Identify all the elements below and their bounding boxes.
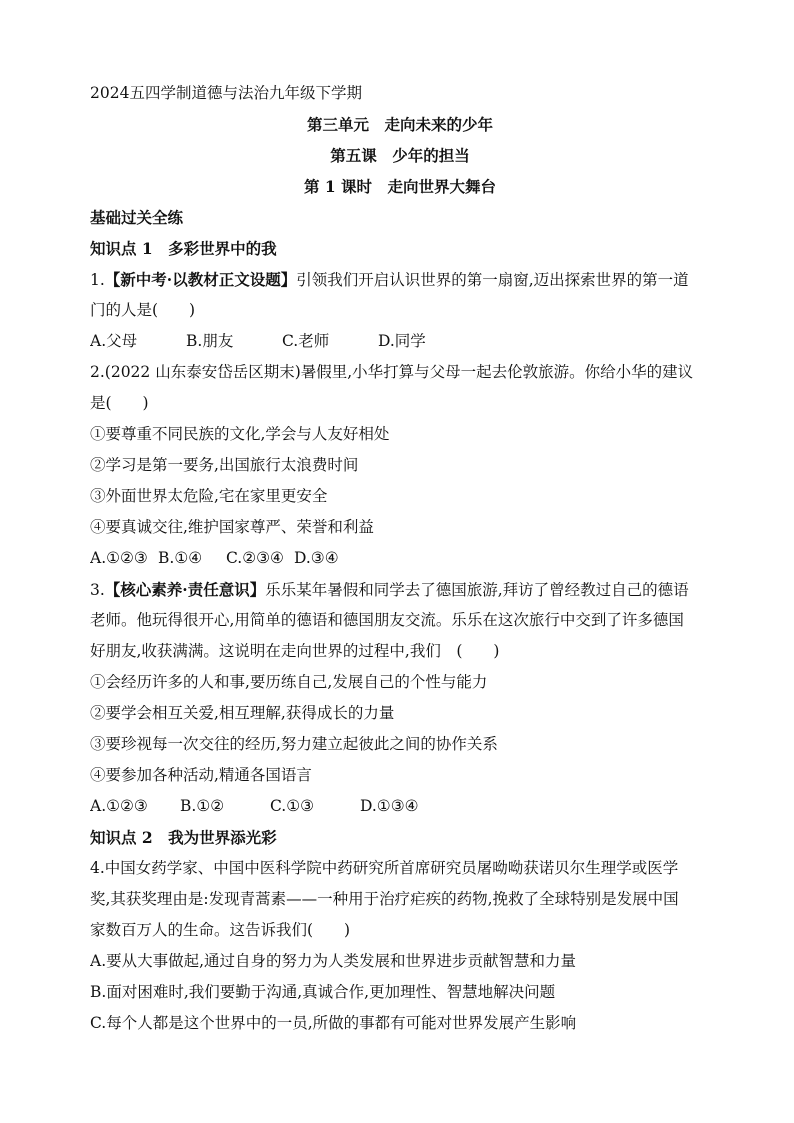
option[interactable]: A.①②③ [90, 797, 148, 815]
question-2-item: ②学习是第一要务,出国旅行太浪费时间 [90, 456, 359, 474]
option[interactable]: C.②③④ [226, 549, 284, 567]
question-4-option[interactable]: B.面对困难时,我们要勤于沟通,真诚合作,更加理性、智慧地解决问题 [90, 983, 556, 1001]
option[interactable]: C.老师 [282, 332, 330, 350]
question-4-line-3: 家数百万人的生命。这告诉我们( ) [90, 921, 351, 939]
question-1-line-2: 门的人是( ) [90, 301, 196, 319]
question-3-item: ④要参加各种活动,精通各国语言 [90, 766, 312, 784]
question-2-item: ③外面世界太危险,宅在家里更安全 [90, 487, 328, 505]
question-2-line-2: 是( ) [90, 394, 149, 412]
question-4-line-2: 奖,其获奖理由是:发现青蒿素——一种用于治疗疟疾的药物,挽救了全球特别是发展中国 [90, 890, 679, 908]
option[interactable]: A.父母 [90, 332, 138, 350]
option[interactable]: D.③④ [294, 549, 339, 567]
question-3-text: 乐乐某年暑假和同学去了德国旅游,拜访了曾经教过自己的德语 [265, 581, 689, 599]
question-1-tag: 【新中考·以教材正文设题】 [104, 270, 297, 289]
question-3-line-1 [90, 574, 710, 605]
question-3-number: 3. [90, 581, 105, 599]
option[interactable]: B.①④ [158, 549, 203, 567]
question-3-tag: 【核心素养·责任意识】 [104, 580, 266, 599]
option[interactable]: D.同学 [378, 332, 426, 350]
question-2-options [90, 543, 710, 574]
option[interactable]: B.①② [180, 797, 225, 815]
unit-title: 第三单元 走向未来的少年 [306, 115, 493, 134]
question-1-number: 1. [90, 271, 105, 289]
question-4-line-1: 4.中国女药学家、中国中医科学院中药研究所首席研究员屠呦呦获诺贝尔生理学或医学 [90, 859, 679, 877]
question-3-item: ①会经历许多的人和事,要历练自己,发展自己的个性与能力 [90, 673, 488, 691]
question-3-options [90, 791, 710, 822]
question-2-item: ④要真诚交往,维护国家尊严、荣誉和利益 [90, 518, 374, 536]
question-3-line-3: 好朋友,收获满满。这说明在走向世界的过程中,我们 ( ) [90, 642, 500, 660]
period-title: 第 1 课时 走向世界大舞台 [303, 177, 497, 196]
option[interactable]: B.朋友 [186, 332, 234, 350]
course-title: 2024五四学制道德与法治九年级下学期 [90, 84, 362, 102]
question-1-options [90, 326, 710, 357]
knowledge-point-1: 知识点 1 多彩世界中的我 [90, 239, 277, 258]
question-1-line-1 [90, 264, 710, 295]
question-4-option[interactable]: C.每个人都是这个世界中的一员,所做的事都有可能对世界发展产生影响 [90, 1014, 577, 1032]
question-2-line-1: 2.(2022 山东泰安岱岳区期末)暑假里,小华打算与父母一起去伦敦旅游。你给小华的建议 [90, 363, 694, 381]
knowledge-point-2: 知识点 2 我为世界添光彩 [90, 828, 277, 847]
question-3-line-2: 老师。他玩得很开心,用简单的德语和德国朋友交流。乐乐在这次旅行中交到了许多德国 [90, 611, 684, 629]
question-1-text: 引领我们开启认识世界的第一扇窗,迈出探索世界的第一道 [296, 271, 689, 289]
question-3-item: ③要珍视每一次交往的经历,努力建立起彼此之间的协作关系 [90, 735, 498, 753]
option[interactable]: A.①②③ [90, 549, 148, 567]
lesson-title: 第五课 少年的担当 [330, 146, 470, 165]
option[interactable]: C.①③ [270, 797, 315, 815]
worksheet-page [90, 78, 710, 1039]
question-3-item: ②要学会相互关爱,相互理解,获得成长的力量 [90, 704, 395, 722]
option[interactable]: D.①③④ [360, 797, 419, 815]
question-2-item: ①要尊重不同民族的文化,学会与人友好相处 [90, 425, 390, 443]
section-heading: 基础过关全练 [90, 208, 184, 227]
question-4-option[interactable]: A.要从大事做起,通过自身的努力为人类发展和世界进步贡献智慧和力量 [90, 952, 577, 970]
